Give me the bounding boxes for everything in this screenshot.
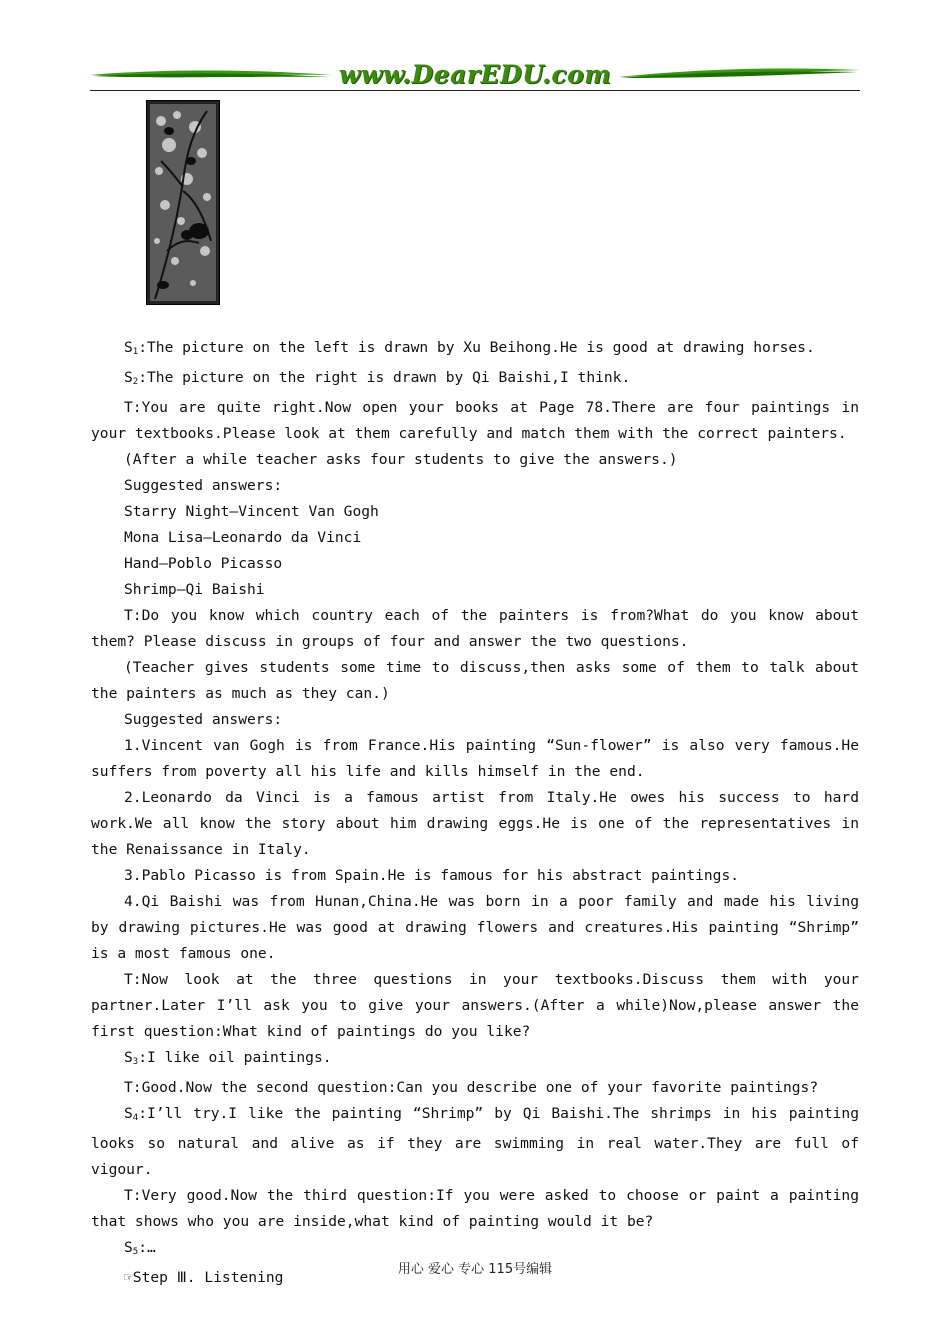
painting-artwork — [147, 101, 219, 304]
answer-item: 3.Pablo Picasso is from Spain.He is famous for his abstract paintings. — [124, 867, 740, 884]
chinese-painting-image — [146, 100, 220, 305]
site-name-logo: www.DearEDU.com — [338, 60, 612, 89]
answer-item: Shrimp—Qi Baishi — [124, 581, 265, 598]
answer-item: 1.Vincent van Gogh is from France.His painting “Sun-flower” is also very famous.He suffers from poverty all his life and kills himself in the end. — [91, 737, 859, 780]
dialogue-line: T:Very good.Now the third question:If you were asked to choose or paint a painting that shows who you are inside,what kind of painting would it be? — [91, 1187, 859, 1230]
stage-direction: (Teacher gives students some time to discuss,then asks some of them to talk about the painters as much as they can.) — [91, 659, 859, 702]
answer-item: 4.Qi Baishi was from Hunan,China.He was born in a poor family and made his living by drawing pictures.He was good at drawing flowers and creatures.His painting “Shrimp” is a most famous one. — [91, 893, 859, 962]
dialogue-line: $S_1:The$ picture on the left is drawn by Xu Beihong.He is good at drawing horses. — [124, 339, 815, 357]
answer-item: Hand—Poblo Picasso — [124, 555, 283, 572]
header-rule — [90, 90, 860, 91]
left-swoosh-graphic — [90, 66, 332, 82]
dialogue-line: T:You are quite right.Now open your books at Page 78.There are four paintings in your textbooks.Please look at them carefully and match them with the correct painters. — [91, 399, 859, 442]
stage-direction: (After a while teacher asks four students to give the answers.) — [124, 451, 678, 468]
page-header — [90, 58, 860, 94]
section-heading: Suggested answers: — [124, 477, 283, 494]
dialogue-line: $S_4:I’ll$ try.I like the painting “Shrimp” by Qi Baishi.The shrimps in his painting looks so natural and alive as if they are swimming in real water.They are full of vigour. — [91, 1105, 859, 1178]
dialogue-line: T:Do you know which country each of the painters is from?What do you know about them? Please discuss in groups of four and answer the two questions. — [91, 607, 859, 650]
dialogue-line: $S_2:The$ picture on the right is drawn by Qi Baishi,I think. — [124, 369, 631, 387]
lesson-text — [91, 335, 859, 1291]
section-heading: Suggested answers: — [124, 711, 283, 728]
dialogue-line: $S_3:I$ like oil paintings. — [124, 1049, 332, 1067]
dialogue-line: T:Good.Now the second question:Can you describe one of your favorite paintings? — [124, 1079, 819, 1096]
right-swoosh-graphic — [618, 66, 860, 82]
answer-item: Starry Night—Vincent Van Gogh — [124, 503, 379, 520]
page-footer: 用心 爱心 专心 115号编辑 — [397, 1262, 553, 1277]
dialogue-line: T:Now look at the three questions in your textbooks.Discuss them with your partner.Later I’ll ask you to give your answers.(After a while)Now,please answer the first question:What kind of paintings do you like? — [91, 971, 859, 1040]
step-heading: ☞Step Ⅲ. Listening — [124, 1269, 284, 1286]
answer-item: 2.Leonardo da Vinci is a famous artist from Italy.He owes his success to hard work.We all know the story about him drawing eggs.He is one of the representatives in the Renaissance in Italy. — [91, 789, 859, 858]
dialogue-line: $S_5:\dots$ — [124, 1239, 156, 1257]
answer-item: Mona Lisa—Leonardo da Vinci — [124, 529, 362, 546]
